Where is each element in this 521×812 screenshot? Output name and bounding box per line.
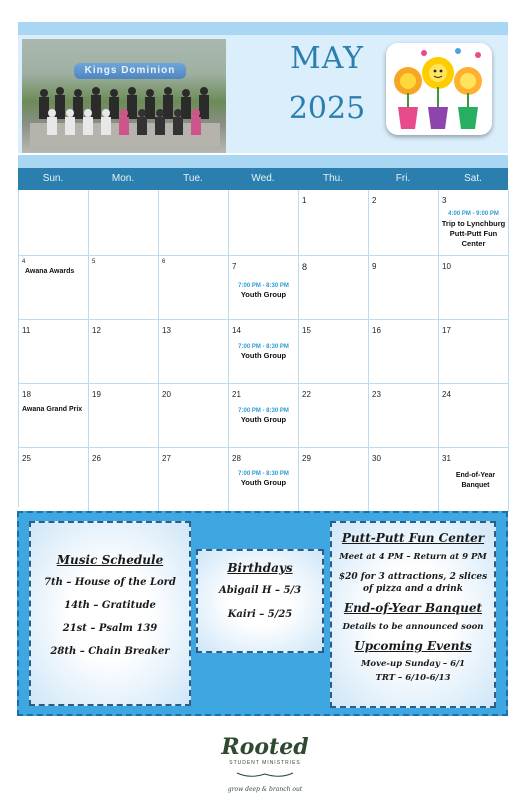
day-cell <box>299 320 369 383</box>
event-title: End-of-Year Banquet <box>455 472 496 489</box>
day-cell <box>89 190 159 255</box>
day-number: 2 <box>372 196 377 205</box>
weekday-thu: Thu. <box>322 173 343 184</box>
weekday-header <box>18 168 508 190</box>
music-line: 21st – Psalm 139 <box>62 623 158 634</box>
event-label: Awana Awards <box>25 268 75 275</box>
day-number: 30 <box>372 454 381 463</box>
day-cell <box>19 190 89 255</box>
day-cell <box>299 384 369 447</box>
banquet-title: End-of-Year Banquet <box>343 601 482 615</box>
day-number: 8 <box>302 262 308 272</box>
music-line: 14th – Gratitude <box>64 600 156 611</box>
day-cell <box>89 256 159 319</box>
rooted-logo <box>220 734 310 794</box>
event-time: 7:00 PM - 8:30 PM <box>238 471 289 477</box>
day-number: 22 <box>302 390 311 399</box>
day-number: 25 <box>22 454 31 463</box>
weekday-tue: Tue. <box>183 173 203 184</box>
logo-word: Rooted <box>221 734 309 760</box>
year-title: 2025 <box>288 91 366 126</box>
day-number: 17 <box>442 326 451 335</box>
day-number: 7 <box>232 262 237 271</box>
birthdays-panel <box>196 549 324 653</box>
day-cell <box>159 190 229 255</box>
day-number: 12 <box>92 326 101 335</box>
day-number: 31 <box>442 454 451 463</box>
day-number: 3 <box>442 196 447 205</box>
day-cell <box>369 190 439 255</box>
day-cell <box>229 190 299 255</box>
music-schedule-title: Music Schedule <box>56 553 164 567</box>
group-people-illustration <box>30 83 220 147</box>
day-number: 11 <box>22 326 31 335</box>
day-cell <box>299 448 369 512</box>
roots-icon <box>235 771 295 779</box>
flowers-clipart <box>386 43 492 135</box>
day-cell <box>89 448 159 512</box>
day-cell <box>19 384 89 447</box>
day-cell <box>229 384 299 447</box>
weekday-sat: Sat. <box>464 173 482 184</box>
day-cell <box>159 320 229 383</box>
day-cell <box>369 256 439 319</box>
logo-ministry: STUDENT MINISTRIES <box>229 760 301 766</box>
banquet-text: Details to be announced soon <box>342 622 484 632</box>
event-time: 7:00 PM - 8:30 PM <box>238 344 289 350</box>
day-cell <box>19 448 89 512</box>
day-cell <box>229 256 299 319</box>
day-number: 26 <box>92 454 101 463</box>
putt-putt-cost: $20 for 3 attractions, 2 slices of pizza and a drink <box>338 572 488 594</box>
day-cell <box>439 320 509 383</box>
calendar-grid <box>18 190 509 507</box>
events-info-panel <box>330 521 496 708</box>
music-line: 7th – House of the Lord <box>44 577 176 588</box>
event-time: 4:00 PM - 9:00 PM <box>448 211 499 217</box>
day-number: 28 <box>232 454 241 463</box>
upcoming-events-title: Upcoming Events <box>354 639 472 653</box>
day-number: 16 <box>372 326 381 335</box>
day-number: 20 <box>162 390 171 399</box>
day-cell <box>159 448 229 512</box>
day-number: 21 <box>232 390 241 399</box>
day-cell <box>89 384 159 447</box>
event-time: 7:00 PM - 8:30 PM <box>238 283 289 289</box>
day-number: 18 <box>22 390 31 399</box>
info-section <box>17 511 508 716</box>
day-number: 9 <box>372 262 377 271</box>
birthday-line: Abigail H – 5/3 <box>218 585 302 596</box>
day-number: 13 <box>162 326 171 335</box>
day-number: 27 <box>162 454 171 463</box>
day-cell <box>439 384 509 447</box>
day-cell <box>369 320 439 383</box>
day-cell <box>439 256 509 319</box>
weekday-fri: Fri. <box>395 173 411 184</box>
upcoming-event: Move-up Sunday – 6/1 <box>360 659 466 669</box>
event-title: Youth Group <box>240 478 287 487</box>
day-cell <box>159 256 229 319</box>
day-number: 6 <box>162 259 166 265</box>
event-title: Trip to Lynchburg Putt-Putt Fun Center <box>441 219 506 248</box>
event-title: Youth Group <box>240 351 287 360</box>
photo-sign: Kings Dominion <box>74 63 186 79</box>
calendar-week <box>19 320 509 384</box>
event-time: 7:00 PM - 8:30 PM <box>238 408 289 414</box>
day-cell <box>229 320 299 383</box>
top-color-strip <box>18 22 508 35</box>
day-number: 5 <box>92 259 96 265</box>
group-photo <box>22 39 226 153</box>
day-number: 4 <box>22 259 26 265</box>
putt-putt-time: Meet at 4 PM – Return at 9 PM <box>339 552 487 562</box>
day-number: 29 <box>302 454 311 463</box>
mid-color-strip <box>18 155 508 168</box>
day-number: 15 <box>302 326 311 335</box>
music-schedule-panel <box>29 521 191 706</box>
calendar-header <box>18 35 508 153</box>
birthday-line: Kairi – 5/25 <box>227 609 293 620</box>
logo-tagline: grow deep & branch out <box>227 786 303 793</box>
day-cell <box>19 256 89 319</box>
day-cell <box>229 448 299 512</box>
day-cell <box>89 320 159 383</box>
putt-putt-title: Putt-Putt Fun Center <box>341 531 485 545</box>
calendar-week <box>19 190 509 256</box>
birthdays-title: Birthdays <box>227 561 293 575</box>
calendar-week <box>19 256 509 320</box>
weekday-wed: Wed. <box>251 173 275 184</box>
weekday-mon: Mon. <box>111 173 135 184</box>
music-line: 28th – Chain Breaker <box>50 646 170 657</box>
day-number: 19 <box>92 390 101 399</box>
flower-pots-icon <box>386 43 492 135</box>
day-cell <box>299 190 369 255</box>
calendar-week <box>19 448 509 512</box>
upcoming-event: TRT – 6/10-6/13 <box>375 673 451 683</box>
day-cell <box>439 190 509 255</box>
event-title: Youth Group <box>240 415 287 424</box>
day-number: 1 <box>302 196 307 205</box>
day-number: 14 <box>232 326 241 335</box>
month-title: MAY <box>290 41 364 76</box>
calendar-week <box>19 384 509 448</box>
event-title: Youth Group <box>240 290 287 299</box>
day-cell <box>299 256 369 319</box>
day-number: 24 <box>442 390 451 399</box>
day-cell <box>369 448 439 512</box>
day-cell <box>159 384 229 447</box>
day-number: 10 <box>442 262 451 271</box>
event-label: Awana Grand Prix <box>22 406 83 413</box>
day-cell <box>439 448 509 512</box>
day-cell <box>369 384 439 447</box>
day-cell <box>19 320 89 383</box>
day-number: 23 <box>372 390 381 399</box>
weekday-sun: Sun. <box>42 173 64 184</box>
